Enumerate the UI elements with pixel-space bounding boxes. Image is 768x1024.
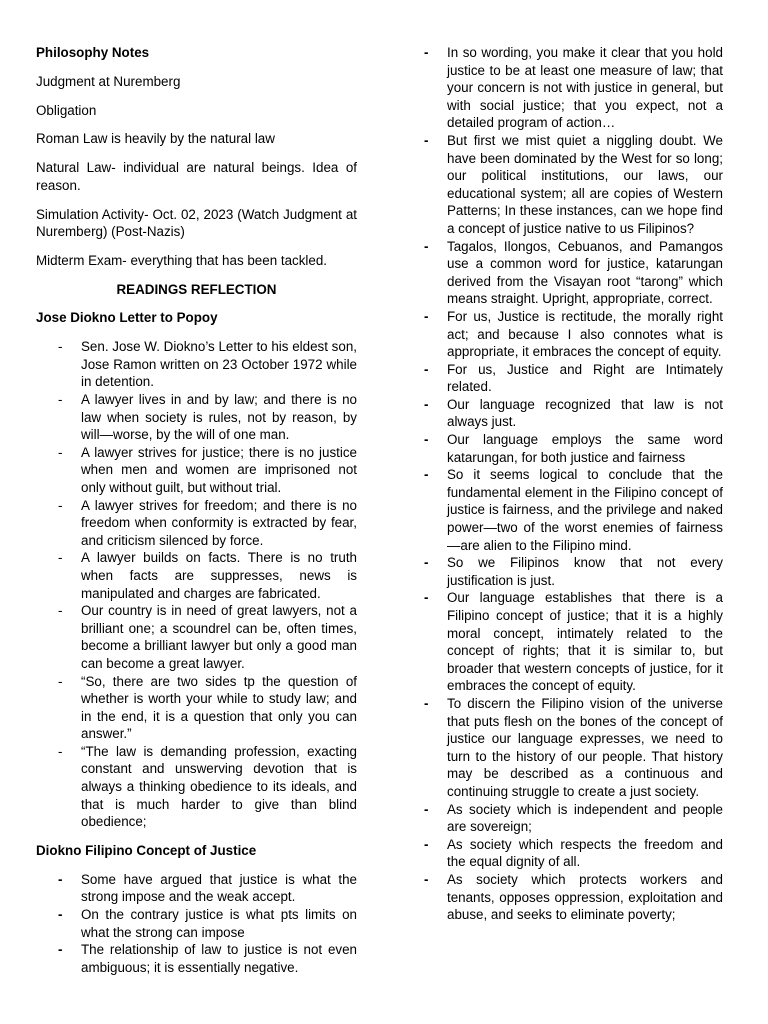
dash-marker: - <box>424 432 429 448</box>
letter-bullet-item <box>36 549 357 602</box>
dash-marker: - <box>424 45 429 60</box>
list-item-text: So it seems logical to conclude that the fundamental element in the Filipino concept of justice is fairness, and the privilege and naked power—two of the worst enemies of fairness—are alien to the Filipino mind. <box>447 467 723 553</box>
list-item-text: For us, Justice is rectitude, the morally right act; and because I also connotes what is appropriate, it embraces the concept of equity. <box>447 308 723 360</box>
dash-marker: - <box>58 392 63 407</box>
note-line: Judgment at Nuremberg <box>36 73 181 89</box>
list-item-text: Sen. Jose W. Diokno’s Letter to his eldest son, Jose Ramon written on 23 October 1972 while in detention. <box>81 339 357 390</box>
list-item-text: “So, there are two sides tp the question of whether is worth your while to study law; and in the end, it is a question that only you can answer.” <box>81 673 357 742</box>
dash-marker: - <box>58 339 63 355</box>
left-column <box>36 44 357 988</box>
dash-marker: - <box>424 238 429 254</box>
justice-bullet-item <box>422 44 723 132</box>
list-item-text: So we Filipinos know that not every justification is just. <box>447 555 723 588</box>
note-line: Obligation <box>36 102 97 118</box>
note-line: Midterm Exam- everything that has been tackled. <box>36 252 328 268</box>
list-item-text: Our country is in need of great lawyers, not a brilliant one; a scoundrel can be, often times, become a brilliant lawyer but only a good man can become a great lawyer. <box>81 603 357 671</box>
concept-heading: Diokno Filipino Concept of Justice <box>36 843 257 859</box>
justice-bullet-item <box>422 396 723 431</box>
dash-marker: - <box>58 497 63 513</box>
list-item-text: As society which protects workers and tenants, opposes oppression, exploitation and abuse, and seeks to eliminate poverty; <box>447 871 723 923</box>
letter-bullet-item <box>36 444 357 497</box>
list-item-text: Our language establishes that there is a Filipino concept of justice; that it is a highly moral concept, intimately related to the concept of rights; that it is similar to, but broader that western concepts of justice, for it embraces the concept of equity. <box>447 590 723 694</box>
notes-title: Philosophy Notes <box>36 45 150 60</box>
justice-bullet-item <box>422 836 723 871</box>
justice-bullet-item <box>422 589 723 695</box>
dash-marker: - <box>58 743 63 759</box>
list-item-text: Some have argued that justice is what the strong impose and the weak accept. <box>81 871 357 905</box>
concept-bullet-item <box>36 906 357 941</box>
list-item-text: On the contrary justice is what pts limits on what the strong can impose <box>81 907 357 940</box>
dash-marker: - <box>424 695 429 711</box>
justice-bullet-item <box>422 238 723 308</box>
letter-bullet-item <box>36 497 357 550</box>
note-line: Roman Law is heavily by the natural law <box>36 131 275 147</box>
list-item-text: A lawyer strives for freedom; and there is no freedom when conformity is extracted by fear, and criticism silenced by force. <box>81 497 357 548</box>
list-item-text: To discern the Filipino vision of the universe that puts flesh on the bones of the concept of justice our language expresses, we need to turn to the history of our people. That history may be described as a continuous and continuing struggle to create a just society. <box>447 695 723 799</box>
letter-bullet-item <box>36 602 357 672</box>
concept-bullet-item <box>36 941 357 976</box>
letter-heading: Jose Diokno Letter to Popoy <box>36 310 218 326</box>
list-item-text: As society which is independent and people are sovereign; <box>447 801 723 835</box>
letter-bullet-item <box>36 391 357 444</box>
concept-bullet-item <box>36 871 357 906</box>
justice-bullet-item <box>422 871 723 924</box>
dash-marker: - <box>58 444 63 460</box>
dash-marker: - <box>58 603 63 619</box>
list-item-text: For us, Justice and Right are Intimately related. <box>447 361 723 395</box>
justice-bullet-item <box>422 695 723 801</box>
letter-bullet-list <box>36 338 357 831</box>
notes-list <box>36 73 357 270</box>
dash-marker: - <box>424 590 429 606</box>
list-item-text: A lawyer builds on facts. There is no truth when facts are suppresses, news is manipulated and charges are fabricated. <box>81 550 357 601</box>
list-item-text: Our language recognized that law is not always just. <box>447 396 723 430</box>
dash-marker: - <box>424 836 429 852</box>
dash-marker: - <box>424 871 429 887</box>
dash-marker: - <box>58 550 63 566</box>
dash-marker: - <box>424 361 429 377</box>
list-item-text: But first we mist quiet a niggling doubt. We have been dominated by the West for so long; our political institutions, our laws, our educational system; all are copies of Western Patterns; In these instances, can we hope find a concept of justice native to us Filipinos? <box>447 132 723 236</box>
dash-marker: - <box>58 673 63 689</box>
letter-bullet-item <box>36 743 357 831</box>
list-item-text: A lawyer lives in and by law; and there is no law when society is rules, not by reason, by will—worse, by the will of one man. <box>81 392 357 443</box>
note-line: Simulation Activity- Oct. 02, 2023 (Watch Judgment at Nuremberg) (Post-Nazis) <box>36 206 357 240</box>
dash-marker: - <box>424 396 429 412</box>
justice-bullet-item <box>422 132 723 238</box>
list-item-text: The relationship of law to justice is not even ambiguous; it is essentially negative. <box>81 942 357 975</box>
concept-bullet-list <box>36 871 357 977</box>
list-item-text: In so wording, you make it clear that you hold justice to be at least one measure of law; that your concern is not with justice in general, but with social justice; that you expect, not a detailed program of action… <box>447 45 723 131</box>
list-item-text: A lawyer strives for justice; there is no justice when men and women are imprisoned not only without guilt, but without trial. <box>81 444 357 495</box>
dash-marker: - <box>424 555 429 571</box>
justice-bullet-item <box>422 431 723 466</box>
dash-marker: - <box>58 942 63 958</box>
dash-marker: - <box>424 132 429 148</box>
right-column <box>422 44 723 924</box>
list-item-text: “The law is demanding profession, exacting constant and unswerving devotion that is always a thinking obedience to its ideals, and that is much harder to give than blind obedience; <box>81 743 357 830</box>
justice-bullet-item <box>422 466 723 554</box>
list-item-text: Our language employs the same word katarungan, for both justice and fairness <box>447 432 723 465</box>
list-item-text: Tagalos, Ilongos, Cebuanos, and Pamangos use a common word for justice, katarungan derived from the Visayan root “tarong” which means straight. Upright, appropriate, correct. <box>447 238 723 307</box>
justice-bullet-item <box>422 554 723 589</box>
dash-marker: - <box>424 801 429 817</box>
list-item-text: As society which respects the freedom and the equal dignity of all. <box>447 836 723 870</box>
note-line: Natural Law- individual are natural beings. Idea of reason. <box>36 160 357 193</box>
justice-bullet-item <box>422 361 723 396</box>
readings-reflection-heading: READINGS REFLECTION <box>116 281 277 297</box>
justice-bullet-item <box>422 801 723 836</box>
dash-marker: - <box>58 907 63 922</box>
dash-marker: - <box>424 467 429 483</box>
justice-bullet-list <box>422 44 723 924</box>
justice-bullet-item <box>422 308 723 361</box>
letter-bullet-item <box>36 338 357 391</box>
dash-marker: - <box>58 871 63 887</box>
dash-marker: - <box>424 308 429 324</box>
letter-bullet-item <box>36 673 357 743</box>
